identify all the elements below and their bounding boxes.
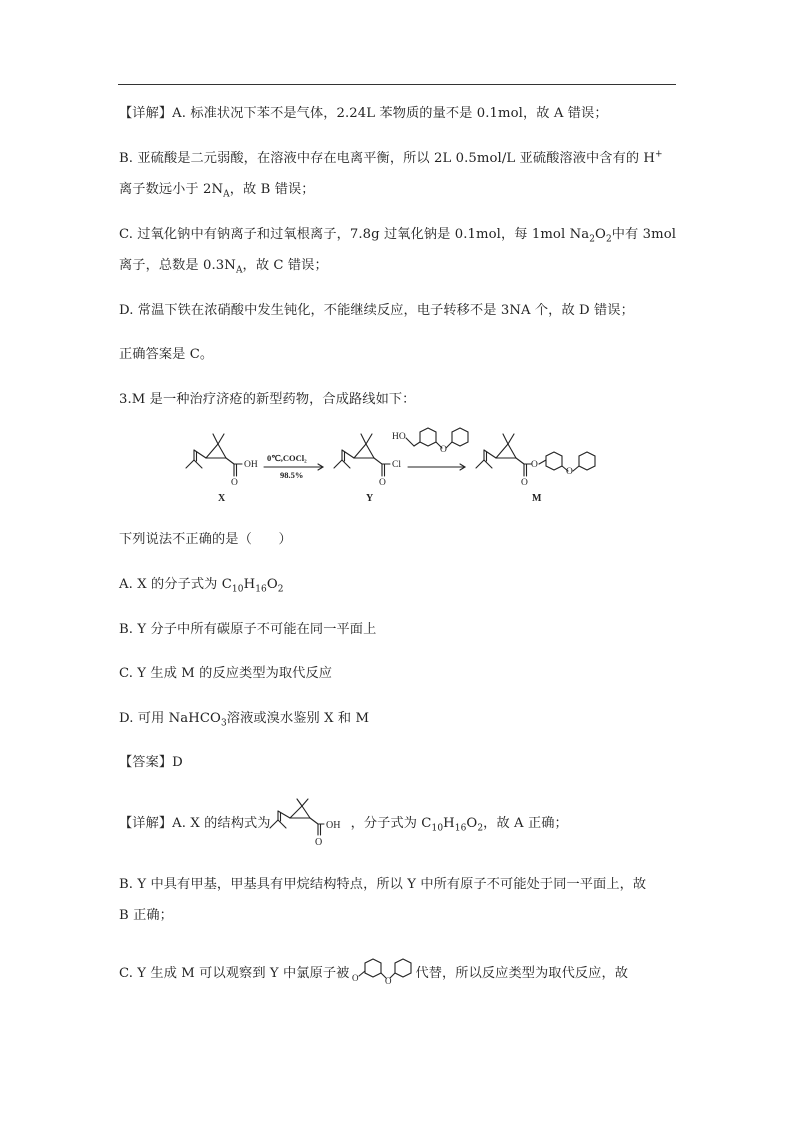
y-o-label: O	[379, 478, 386, 488]
q2-detail-d: D. 常温下铁在浓硝酸中发生钝化，不能继续反应，电子转移不是 3NA 个，故 D 错误；	[119, 303, 634, 318]
y-cl-label: Cl	[392, 460, 401, 470]
m-o-label: O	[531, 460, 538, 470]
q3-option-d: D. 可用 NaHCO$_3$溶液或溴水鉴别 X 和 M	[119, 711, 370, 729]
label-x: X	[218, 493, 226, 504]
q2-detail-a: 【详解】A. 标准状况下苯不是气体，2.24L 苯物质的量不是 0.1mol，故 A 错误；	[119, 106, 608, 121]
molecule-y-structure	[334, 434, 390, 476]
q3-answer: 【答案】D	[119, 755, 183, 770]
m-ether-o-label: O	[566, 467, 573, 477]
reagent-o-label: O	[440, 445, 447, 455]
q3-option-a: A. X 的分子式为 $C_{10}H_{16}O_2$	[119, 577, 284, 595]
q3-detail-a: 【详解】A. X 的结构式为 ，分子式为 $C_{10}H_{16}O_2$，故 A 正确；	[119, 816, 568, 834]
reagent-ho-label: HO	[392, 432, 406, 442]
q2-detail-c-line2: 离子，总数是 $0.3N_A$，故 C 错误；	[119, 258, 328, 276]
x-o-label: O	[231, 478, 238, 488]
q3-prompt: 下列说法不正确的是（ ）	[119, 532, 292, 547]
header-rule	[118, 84, 676, 85]
molecule-x-structure	[186, 434, 242, 476]
reaction-scheme	[180, 416, 614, 508]
q2-detail-b-line1: B. 亚硫酸是二元弱酸，在溶液中存在电离平衡，所以 2L 0.5mol/L 亚硫酸溶液中含有的 H+	[119, 149, 663, 166]
q2-detail-b-line2: 离子数远小于 $2N_A$，故 B 错误；	[119, 182, 315, 200]
q3-stem: 3.M 是一种治疗济疮的新型药物，合成路线如下：	[119, 392, 416, 407]
label-y: Y	[366, 493, 374, 504]
x-structure-inline	[266, 798, 352, 850]
substituent-structure-inline	[351, 951, 421, 987]
x-oh-label: OH	[244, 460, 258, 470]
svg-text:OH: OH	[326, 820, 341, 831]
arrow1-reagent-bottom: 98.5%	[280, 470, 304, 480]
svg-text:O: O	[315, 837, 323, 848]
svg-text:O: O	[385, 976, 392, 986]
q3-detail-b-line1: B. Y 中具有甲基，甲基具有甲烷结构特点，所以 Y 中所有原子不可能处于同一平面上，故	[119, 877, 647, 892]
m-carbonyl-o-label: O	[521, 478, 528, 488]
q3-detail-b-line2: B 正确；	[119, 908, 173, 923]
label-m: M	[532, 493, 542, 504]
reagent-structure	[406, 428, 468, 448]
svg-text:O: O	[352, 973, 359, 983]
q2-detail-c-line1: C. 过氧化钠中有钠离子和过氧根离子，7.8g 过氧化钠是 0.1mol，每 1mol $Na_2O_2$中有 3mol	[119, 227, 677, 245]
q2-correct-answer: 正确答案是 C。	[119, 347, 214, 362]
q3-detail-c: C. Y 生成 M 可以观察到 Y 中氯原子被 代替，所以反应类型为取代反应，故	[119, 966, 629, 981]
q3-option-c: C. Y 生成 M 的反应类型为取代反应	[119, 666, 333, 681]
q3-option-b: B. Y 分子中所有碳原子不可能在同一平面上	[119, 622, 377, 637]
arrow1-reagent-top: 0℃,COCl₂	[267, 453, 307, 463]
